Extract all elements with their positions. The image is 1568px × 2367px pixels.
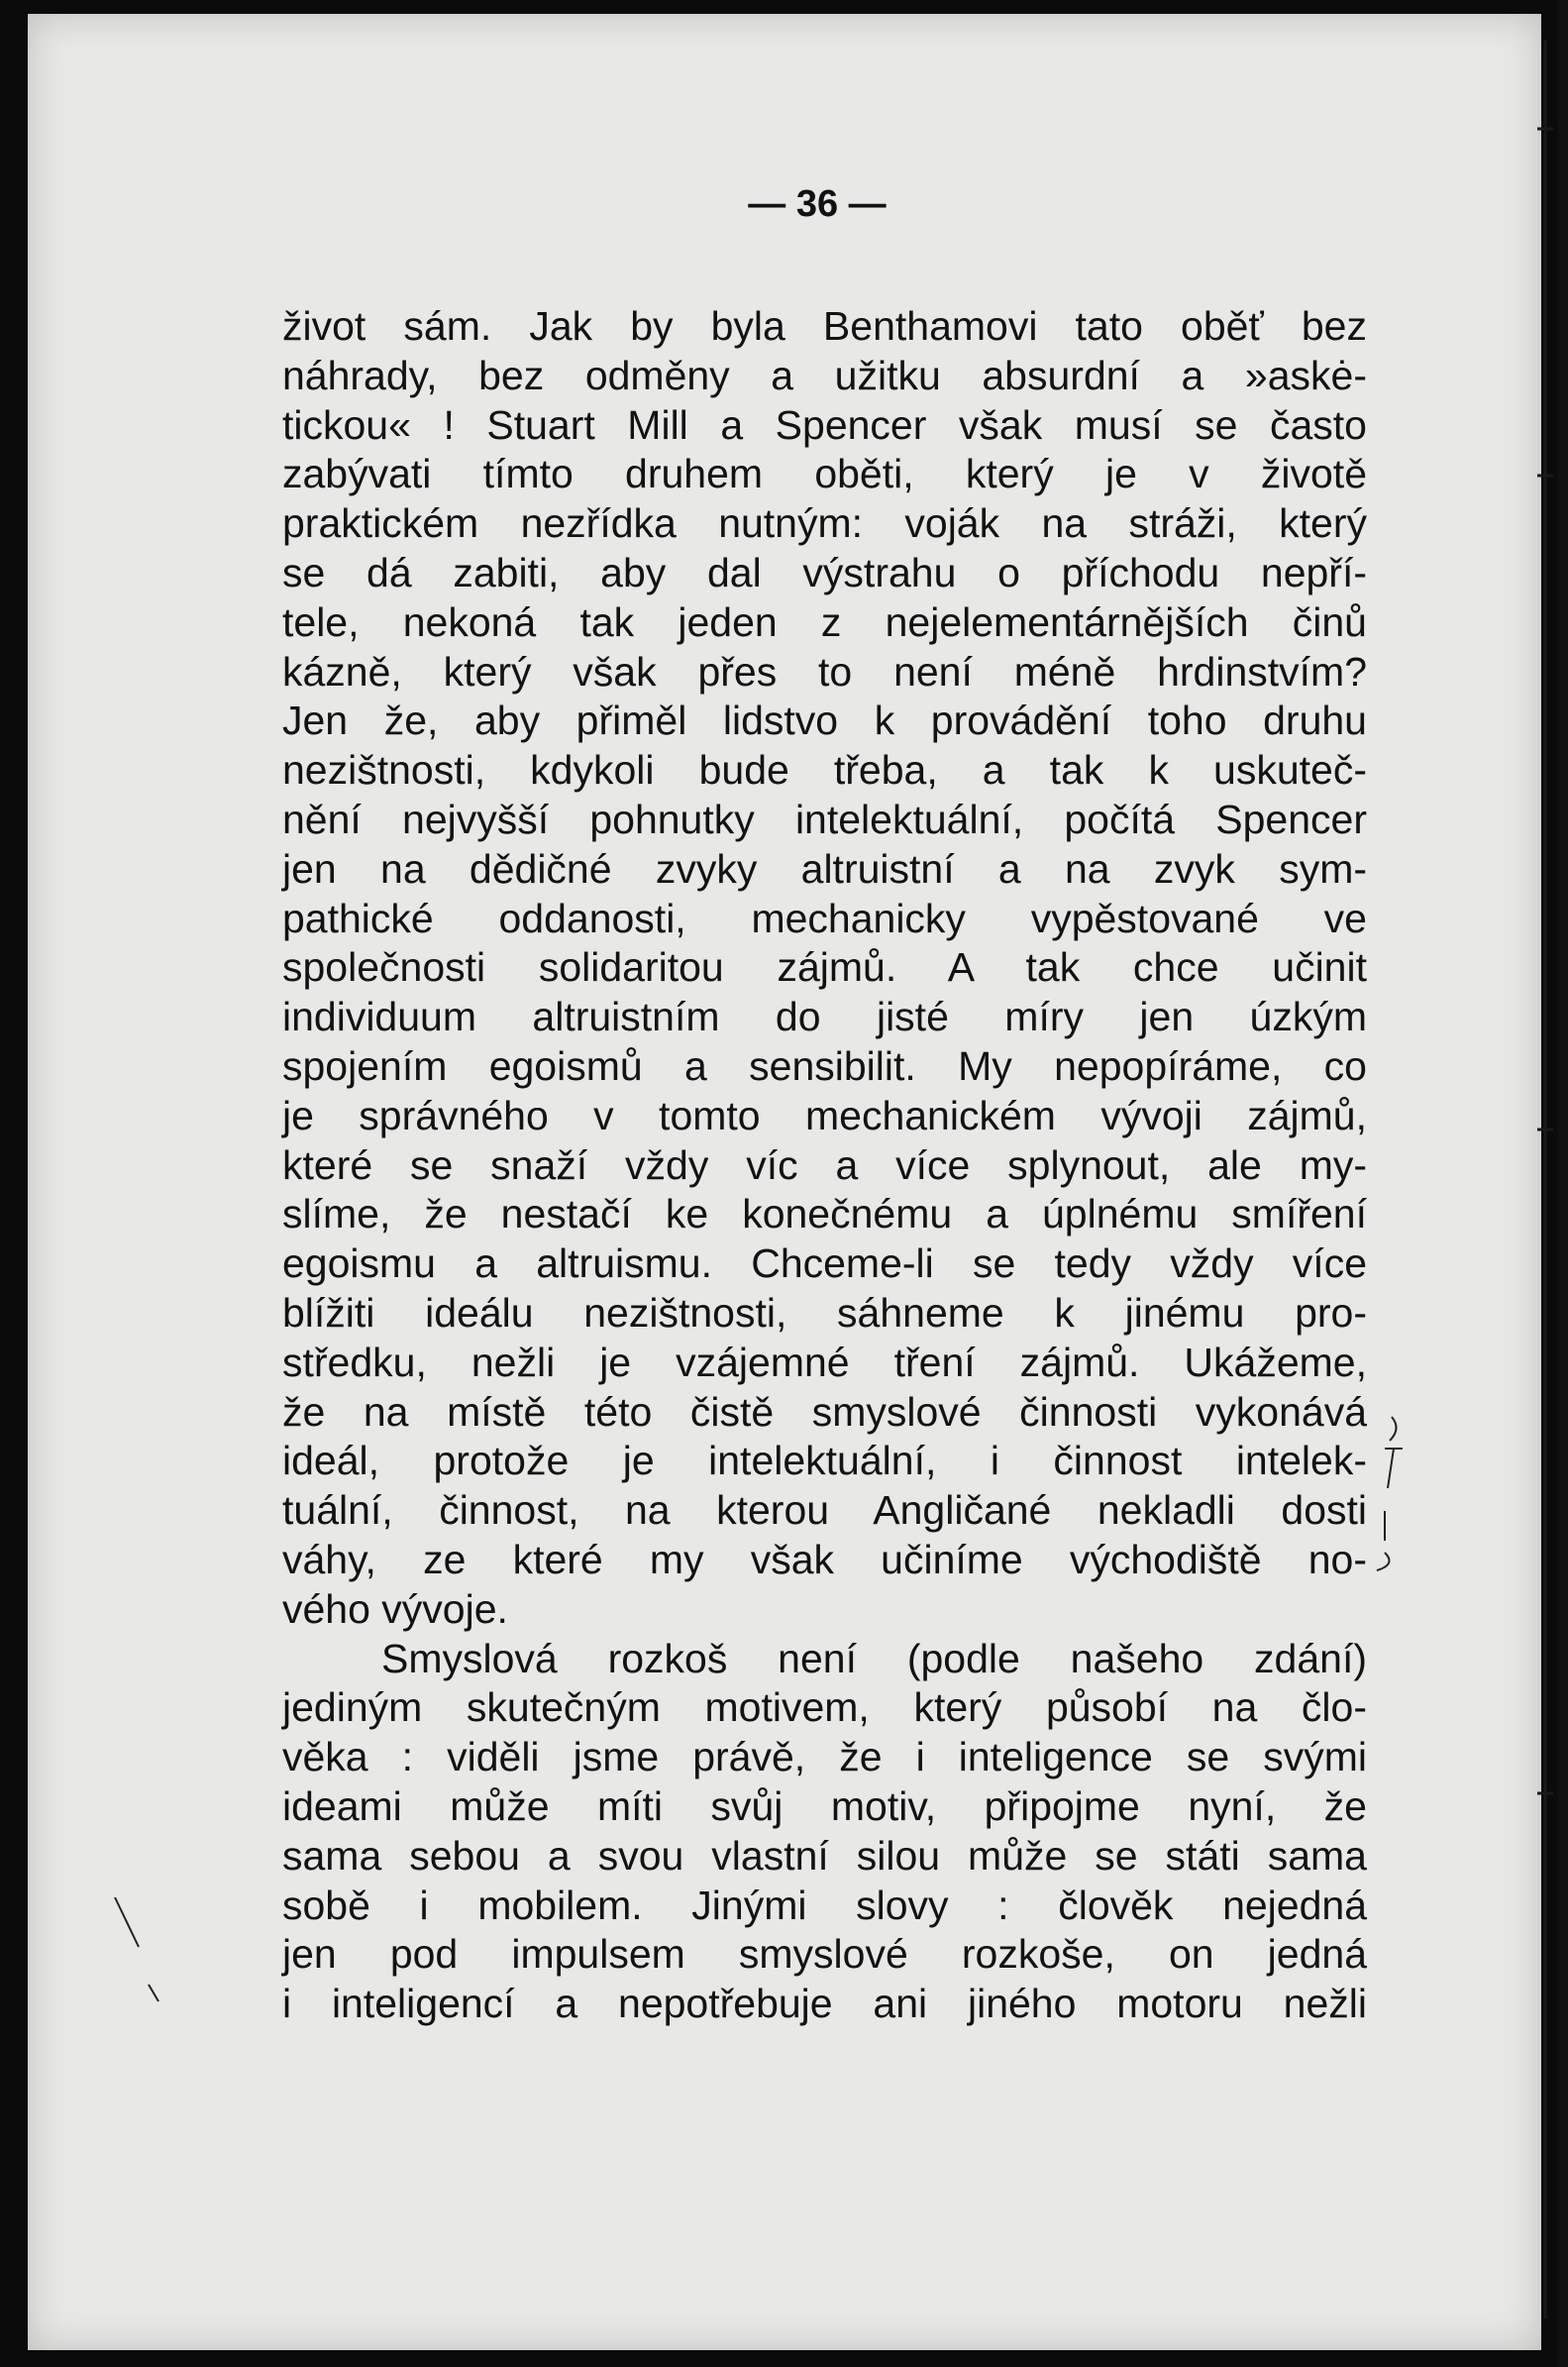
text-line: středku, nežli je vzájemné tření zájmů. Ukážeme, bbox=[282, 1339, 1367, 1385]
text-line: jen pod impulsem smyslové rozkoše, on jedná bbox=[282, 1931, 1367, 1978]
text-line: egoismu a altruismu. Chceme-li se tedy vždy více bbox=[282, 1240, 1367, 1287]
text-line: blížiti ideálu nezištnosti, sáhneme k jinému pro- bbox=[282, 1289, 1367, 1336]
text-line: jediným skutečným motivem, který působí na člo- bbox=[282, 1684, 1367, 1731]
text-line: i inteligencí a nepotřebuje ani jiného motoru nežli bbox=[282, 1981, 1367, 2027]
page-edge-shadow bbox=[1558, 0, 1568, 2367]
paragraph-2 bbox=[282, 1635, 1367, 2029]
text-line: se dá zabiti, aby dal výstrahu o příchodu nepří- bbox=[282, 549, 1367, 595]
text-line: společnosti solidaritou zájmů. A tak chce učinit bbox=[282, 944, 1367, 991]
text-line: sama sebou a svou vlastní silou může se státi sama bbox=[282, 1832, 1367, 1879]
text-line: tele, nekoná tak jeden z nejelementárnějších činů bbox=[282, 598, 1367, 645]
text-line: náhrady, bez odměny a užitku absurdní a »askė- bbox=[282, 352, 1367, 398]
text-line: nění nejvyšší pohnutky intelektuální, počítá Spencer bbox=[282, 796, 1367, 842]
text-line: že na místě této čistě smyslové činnosti vykonává bbox=[282, 1388, 1367, 1435]
text-line: Jen že, aby přiměl lidstvo k provádění toho druhu bbox=[282, 698, 1367, 744]
text-line: které se snaží vždy víc a více splynout, ale my- bbox=[282, 1141, 1367, 1188]
text-line: ideál, protože je intelektuální, i činnost intelek- bbox=[282, 1438, 1367, 1484]
text-line: sobě i mobilem. Jinými slovy : člověk nejedná bbox=[282, 1882, 1367, 1928]
text-line: praktickém nezřídka nutným: voják na stráži, který bbox=[282, 500, 1367, 547]
text-line: individuum altruistním do jisté míry jen úzkým bbox=[282, 994, 1367, 1040]
text-line: váhy, ze které my však učiníme východiště no- bbox=[282, 1536, 1367, 1582]
text-line: věka : viděli jsme právě, že i inteligence se svými bbox=[282, 1734, 1367, 1780]
text-line: nezištnosti, kdykoli bude třeba, a tak k uskuteč- bbox=[282, 747, 1367, 794]
text-line: Smyslová rozkoš není (podle našeho zdání) bbox=[381, 1635, 1367, 1681]
text-line: zabývati tímto druhem oběti, který je v životě bbox=[282, 451, 1367, 497]
text-line: tuální, činnost, na kterou Angličané nekladli dosti bbox=[282, 1487, 1367, 1534]
page-number: — 36 — bbox=[748, 183, 887, 225]
paragraph-1 bbox=[282, 302, 1367, 1635]
text-line: slíme, že nestačí ke konečnému a úplnému smíření bbox=[282, 1191, 1367, 1237]
text-line: kázně, který však přes to není méně hrdinstvím? bbox=[282, 648, 1367, 695]
text-line: tickou« ! Stuart Mill a Spencer však musí se často bbox=[282, 401, 1367, 448]
body-text bbox=[282, 302, 1367, 2029]
text-line: spojením egoismů a sensibilit. My nepopíráme, co bbox=[282, 1042, 1367, 1089]
text-line: život sám. Jak by byla Benthamovi tato oběť bez bbox=[282, 303, 1367, 349]
text-line: vého vývoje. bbox=[282, 1585, 508, 1632]
text-line: je správného v tomto mechanickém vývoji zájmů, bbox=[282, 1092, 1367, 1138]
text-line: pathické oddanosti, mechanicky vypěstované ve bbox=[282, 895, 1367, 941]
text-line: jen na dědičné zvyky altruistní a na zvyk sym- bbox=[282, 845, 1367, 892]
text-line: ideami může míti svůj motiv, připojme nyní, že bbox=[282, 1782, 1367, 1829]
